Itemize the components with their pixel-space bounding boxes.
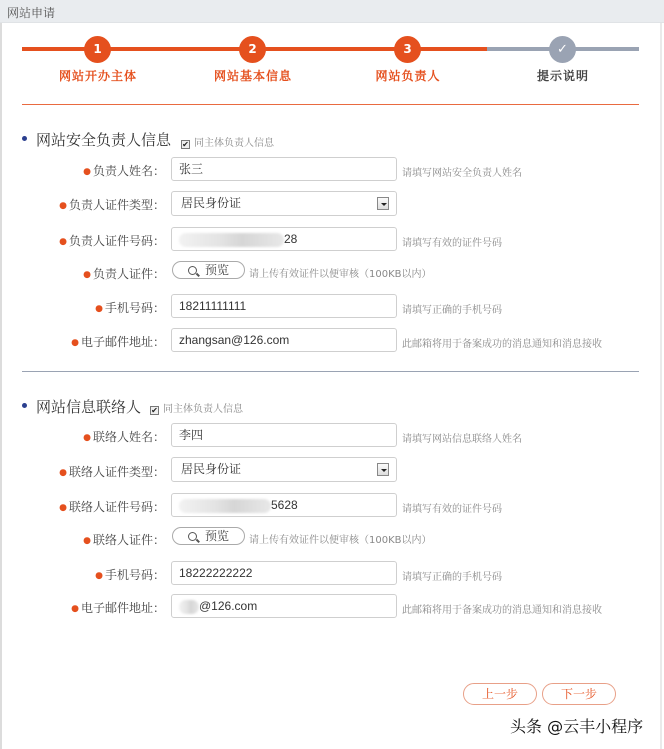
step-1-label: 网站开办主体 — [58, 69, 137, 83]
hint-contact-phone: 请填写正确的手机号码 — [402, 572, 502, 583]
same-as-owner-checkbox-security[interactable]: ✔ 同主体负责人信息 — [182, 138, 274, 149]
hint-contact-id-doc: 请上传有效证件以便审核（100KB以内） — [249, 535, 432, 546]
step-3-label: 网站负责人 — [375, 69, 441, 83]
hint-contact-name: 请填写网站信息联络人姓名 — [402, 434, 522, 445]
label-contact-id-type: ● 联络人证件类型： — [59, 465, 165, 479]
security-id-type-select[interactable]: 居民身份证 — [171, 191, 397, 216]
step-4-check-icon: ✓ — [549, 36, 576, 63]
contact-name-input[interactable]: 李四 — [171, 423, 397, 447]
hint-security-email: 此邮箱将用于备案成功的消息通知和消息接收 — [402, 339, 602, 350]
prev-step-button[interactable]: 上一步 — [463, 683, 537, 705]
label-security-email: ● 电子邮件地址： — [71, 335, 165, 349]
step-2-label: 网站基本信息 — [213, 69, 292, 83]
label-contact-id-number: ● 联络人证件号码： — [59, 500, 165, 514]
contact-email-input[interactable]: @126.com — [171, 594, 397, 618]
section-divider — [22, 371, 639, 372]
hint-security-id-number: 请填写有效的证件号码 — [402, 238, 502, 249]
magnifier-icon — [188, 532, 197, 541]
redacted-blur — [179, 600, 199, 614]
label-contact-id-doc: ● 联络人证件： — [83, 533, 165, 547]
hint-contact-email: 此邮箱将用于备案成功的消息通知和消息接收 — [402, 605, 602, 616]
window-title: 网站申请 — [7, 6, 56, 20]
hint-security-phone: 请填写正确的手机号码 — [402, 305, 502, 316]
checkbox-checked-icon[interactable]: ✔ — [151, 406, 158, 415]
redacted-blur — [179, 499, 271, 513]
window-titlebar — [0, 0, 664, 23]
contact-id-number-input[interactable]: 5628 — [171, 493, 397, 517]
magnifier-icon — [188, 266, 197, 275]
section-title-contact: 网站信息联络人 — [22, 396, 141, 417]
security-phone-input[interactable]: 18211111111 — [171, 294, 397, 318]
watermark: 头条 @云丰小程序 — [510, 717, 644, 736]
dropdown-arrow-icon[interactable] — [377, 197, 389, 210]
security-preview-button[interactable]: 预览 — [172, 261, 245, 279]
step-3-circle: 3 — [394, 36, 421, 63]
security-email-input[interactable]: zhangsan@126.com — [171, 328, 397, 352]
label-security-id-doc: ● 负责人证件： — [83, 267, 165, 281]
security-id-number-input[interactable]: 28 — [171, 227, 397, 251]
redacted-blur — [179, 233, 284, 247]
hint-contact-id-number: 请填写有效的证件号码 — [402, 504, 502, 515]
checkbox-checked-icon[interactable]: ✔ — [182, 140, 189, 149]
label-contact-email: ● 电子邮件地址： — [71, 601, 165, 615]
label-contact-phone: ● 手机号码： — [95, 568, 165, 582]
contact-id-type-select[interactable]: 居民身份证 — [171, 457, 397, 482]
bullet-icon — [22, 403, 27, 408]
same-as-owner-checkbox-contact[interactable]: ✔ 同主体负责人信息 — [151, 404, 243, 415]
contact-preview-button[interactable]: 预览 — [172, 527, 245, 545]
label-contact-name: ● 联络人姓名： — [83, 430, 165, 444]
next-step-button[interactable]: 下一步 — [542, 683, 616, 705]
step-1-circle: 1 — [84, 36, 111, 63]
step-4-label: 提示说明 — [536, 69, 589, 83]
security-name-input[interactable]: 张三 — [171, 157, 397, 181]
bullet-icon — [22, 136, 27, 141]
hint-security-id-doc: 请上传有效证件以便审核（100KB以内） — [249, 269, 432, 280]
label-security-name: ● 负责人姓名： — [83, 164, 165, 178]
hint-security-name: 请填写网站安全负责人姓名 — [402, 168, 522, 179]
section-title-security-owner: 网站安全负责人信息 — [22, 129, 171, 150]
divider — [22, 104, 639, 105]
dropdown-arrow-icon[interactable] — [377, 463, 389, 476]
label-security-phone: ● 手机号码： — [95, 301, 165, 315]
step-2-circle: 2 — [239, 36, 266, 63]
label-security-id-type: ● 负责人证件类型： — [59, 198, 165, 212]
contact-phone-input[interactable]: 18222222222 — [171, 561, 397, 585]
label-security-id-number: ● 负责人证件号码： — [59, 234, 165, 248]
